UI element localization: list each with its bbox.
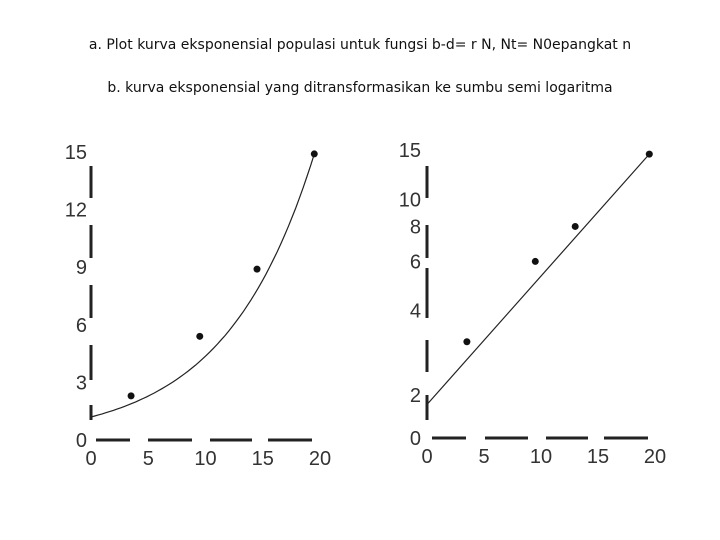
y-tick-label: 2	[409, 385, 421, 408]
y-tick-label: 9	[75, 257, 87, 280]
x-tick-label: 15	[586, 446, 610, 468]
x-tick-label: 10	[529, 446, 553, 468]
x-tick-label: 20	[308, 448, 332, 470]
x-tick-label: 20	[643, 446, 667, 468]
x-tick-label: 10	[194, 448, 217, 470]
y-tick-label: 10	[398, 189, 421, 212]
y-tick-label: 15	[64, 142, 87, 164]
data-point	[532, 258, 539, 265]
x-tick-label: 15	[251, 448, 274, 470]
y-tick-label: 0	[409, 428, 421, 450]
y-tick-label: 3	[75, 372, 87, 395]
y-tick-label: 4	[409, 300, 421, 323]
x-tick-label: 0	[85, 448, 97, 470]
caption-a: a. Plot kurva eksponensial populasi untuk fungsi b-d= r N, Nt= N0epangkat n	[88, 37, 632, 53]
y-tick-label: 0	[75, 430, 87, 452]
data-point	[196, 333, 203, 340]
chart-linear	[65, 142, 331, 470]
data-point	[311, 150, 318, 157]
y-tick-label: 6	[409, 251, 421, 274]
data-point	[572, 223, 579, 230]
caption-b: b. kurva eksponensial yang ditransformasikan ke sumbu semi logaritma	[107, 80, 613, 96]
x-tick-label: 5	[478, 446, 490, 468]
x-tick-label: 5	[142, 448, 154, 470]
y-tick-label: 15	[398, 140, 421, 162]
series-line	[91, 154, 314, 417]
data-point	[254, 266, 261, 273]
y-tick-label: 6	[75, 314, 87, 337]
data-point	[463, 338, 470, 345]
chart-semilog	[399, 140, 666, 468]
y-tick-label: 8	[409, 216, 421, 239]
y-tick-label: 12	[64, 199, 87, 222]
data-point	[128, 392, 135, 399]
x-tick-label: 0	[421, 446, 433, 468]
series-line	[427, 154, 649, 404]
data-point	[646, 151, 653, 158]
